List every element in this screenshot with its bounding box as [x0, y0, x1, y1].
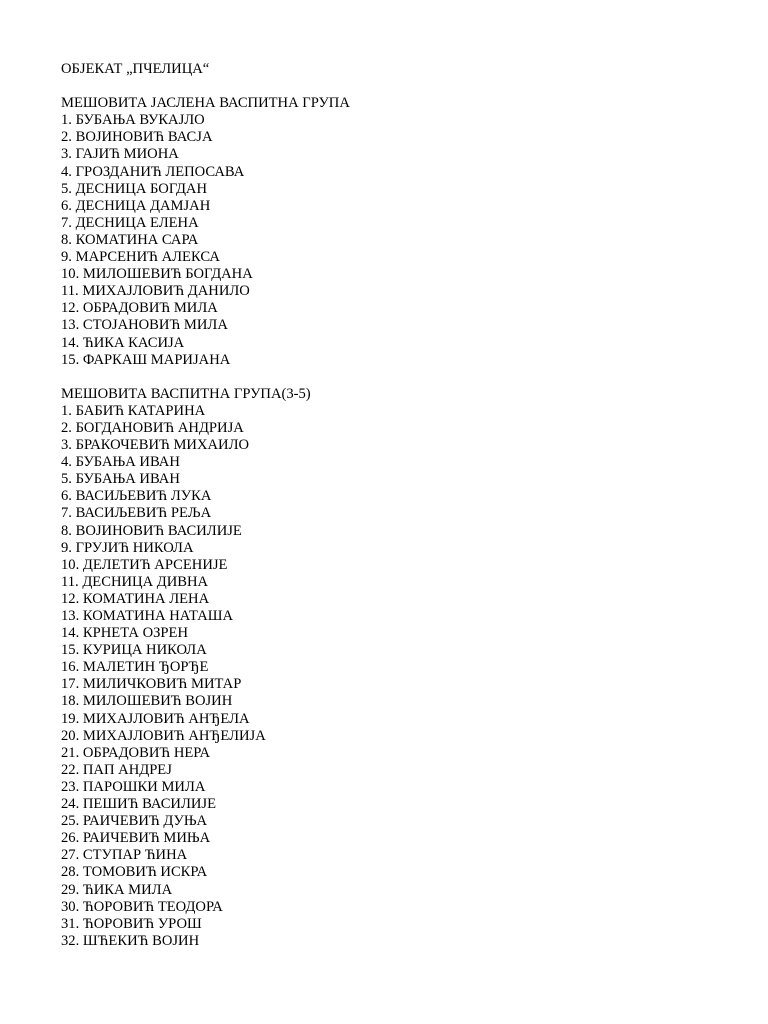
list-item: 3. БРАКОЧЕВИЋ МИХАИЛО — [61, 437, 250, 454]
list-item: 7. ДЕСНИЦА ЕЛЕНА — [61, 214, 199, 231]
list-item: 4. БУБАЊА ИВАН — [61, 454, 180, 471]
list-item: 1. БАБИЋ КАТАРИНА — [61, 402, 206, 419]
list-item: 6. ДЕСНИЦА ДАМЈАН — [61, 197, 211, 214]
group-heading: МЕШОВИТА ЈАСЛЕНА ВАСПИТНА ГРУПА — [61, 95, 350, 112]
document-title: ОБЈЕКАТ „ПЧЕЛИЦА“ — [61, 61, 210, 77]
list-item: 10. ДЕЛЕТИЋ АРСЕНИЈЕ — [61, 556, 228, 573]
list-item: 3. ГАЈИЋ МИОНА — [61, 146, 179, 163]
list-item: 16. МАЛЕТИН ЂОРЂЕ — [61, 659, 209, 676]
list-item: 9. ГРУЈИЋ НИКОЛА — [61, 539, 194, 556]
list-item: 11. МИХАЈЛОВИЋ ДАНИЛО — [61, 283, 250, 300]
spacer — [61, 369, 741, 386]
list-item: 15. КУРИЦА НИКОЛА — [61, 642, 207, 659]
list-item: 8. ВОЈИНОВИЋ ВАСИЛИЈЕ — [61, 522, 242, 539]
list-item: 10. МИЛОШЕВИЋ БОГДАНА — [61, 266, 253, 283]
list-item: 17. МИЛИЧКОВИЋ МИТАР — [61, 676, 242, 693]
list-item: 9. МАРСЕНИЋ АЛЕКСА — [61, 249, 220, 266]
list-item: 28. ТОМОВИЋ ИСКРА — [61, 864, 208, 881]
list-item: 20. МИХАЈЛОВИЋ АНЂЕЛИЈА — [61, 727, 266, 744]
list-item: 6. ВАСИЉЕВИЋ ЛУКА — [61, 488, 212, 505]
list-item: 25. РАИЧЕВИЋ ДУЊА — [61, 813, 208, 830]
list-item: 2. БОГДАНОВИЋ АНДРИЈА — [61, 419, 244, 436]
list-item: 24. ПЕШИЋ ВАСИЛИЈЕ — [61, 796, 217, 813]
list-item: 27. СТУПАР ЋИНА — [61, 847, 188, 864]
group-nursery — [61, 95, 741, 369]
group-mixed-3-5 — [61, 386, 741, 950]
spacer — [61, 78, 741, 95]
list-item: 5. ДЕСНИЦА БОГДАН — [61, 180, 208, 197]
name-list — [61, 112, 741, 368]
list-item: 19. МИХАЈЛОВИЋ АНЂЕЛА — [61, 710, 250, 727]
list-item: 22. ПАП АНДРЕЈ — [61, 761, 172, 778]
list-item: 7. ВАСИЉЕВИЋ РЕЉА — [61, 505, 212, 522]
list-item: 26. РАИЧЕВИЋ МИЊА — [61, 830, 211, 847]
name-list — [61, 403, 741, 950]
list-item: 30. ЋОРОВИЋ ТЕОДОРА — [61, 898, 223, 915]
list-item: 5. БУБАЊА ИВАН — [61, 471, 180, 488]
list-item: 32. ШЋЕКИЋ ВОЈИН — [61, 932, 200, 949]
list-item: 13. КОМАТИНА НАТАША — [61, 608, 233, 624]
list-item: 18. МИЛОШЕВИЋ ВОЈИН — [61, 693, 233, 710]
list-item: 12. КОМАТИНА ЛЕНА — [61, 590, 210, 607]
list-item: 15. ФАРКАШ МАРИЈАНА — [61, 351, 231, 368]
list-item: 21. ОБРАДОВИЋ НЕРА — [61, 744, 211, 761]
list-item: 12. ОБРАДОВИЋ МИЛА — [61, 300, 218, 317]
document-page — [61, 61, 741, 950]
list-item: 1. БУБАЊА ВУКАЈЛО — [61, 112, 205, 129]
list-item: 8. КОМАТИНА САРА — [61, 231, 199, 248]
list-item: 2. ВОЈИНОВИЋ ВАСЈА — [61, 129, 213, 146]
list-item: 14. ЋИКА КАСИЈА — [61, 334, 185, 351]
list-item: 14. КРНЕТА ОЗРЕН — [61, 625, 188, 642]
list-item: 13. СТОЈАНОВИЋ МИЛА — [61, 317, 228, 334]
list-item: 23. ПАРОШКИ МИЛА — [61, 778, 206, 795]
list-item: 11. ДЕСНИЦА ДИВНА — [61, 573, 209, 590]
list-item: 31. ЋОРОВИЋ УРОШ — [61, 915, 202, 932]
list-item: 29. ЋИКА МИЛА — [61, 881, 173, 898]
group-heading: МЕШОВИТА ВАСПИТНА ГРУПА(3-5) — [61, 385, 311, 402]
list-item: 4. ГРОЗДАНИЋ ЛЕПОСАВА — [61, 163, 245, 180]
